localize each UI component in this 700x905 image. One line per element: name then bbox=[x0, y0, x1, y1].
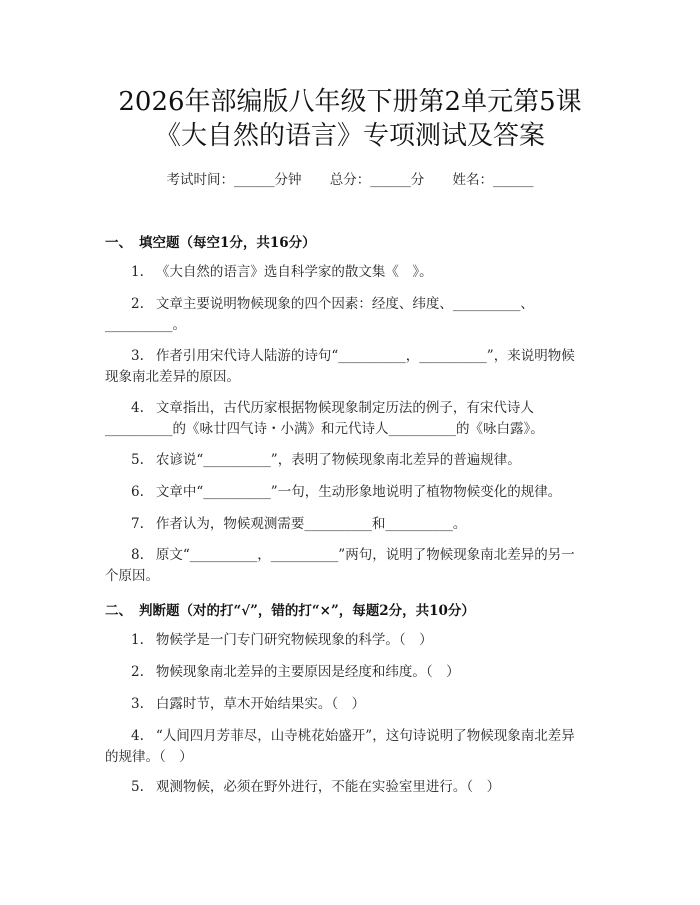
exam-info bbox=[0, 168, 700, 188]
section-heading-true-false bbox=[105, 599, 475, 619]
question-item: 1. 物候学是一门专门研究物候现象的科学。（ ） bbox=[131, 632, 433, 648]
question-item: 2. 物候现象南北差异的主要原因是经度和纬度。（ ） bbox=[131, 664, 460, 680]
document-title-line2: 《大自然的语言》专项测试及答案 bbox=[154, 121, 545, 151]
section-number: 二、 bbox=[105, 603, 132, 619]
section-number: 一、 bbox=[105, 235, 132, 251]
document-title-line1: 2026年部编版八年级下册第2单元第5课 bbox=[118, 87, 582, 117]
question-item: 1. 《大自然的语言》选自科学家的散文集《 》。 bbox=[131, 264, 433, 280]
exam-name: 姓名：______ bbox=[452, 172, 534, 188]
question-item: 2. 文章主要说明物候现象的四个因素：经度、纬度、__________、__________。 bbox=[105, 296, 534, 333]
question-item: 5. 观测物候，必须在野外进行，不能在实验室里进行。（ ） bbox=[131, 779, 501, 795]
question-item: 6. 文章中“__________”一句，生动形象地说明了植物物候变化的规律。 bbox=[131, 484, 562, 500]
section-heading-fill-in bbox=[105, 231, 316, 251]
section-title: 判断题（对的打“√”，错的打“×”，每题2分，共10分） bbox=[139, 603, 475, 619]
question-item: 3. 白露时节，草木开始结果实。（ ） bbox=[131, 696, 366, 712]
question-item: 3. 作者引用宋代诗人陆游的诗句“__________，__________”，来说明物候现象南北差异的原因。 bbox=[105, 348, 575, 385]
question-item: 5. 农谚说“__________”，表明了物候现象南北差异的普遍规律。 bbox=[131, 452, 521, 468]
exam-time: 考试时间：______分钟 bbox=[166, 172, 302, 188]
question-item: 7. 作者认为，物候观测需要__________和__________。 bbox=[131, 516, 467, 532]
exam-score: 总分：______分 bbox=[329, 172, 425, 188]
question-item: 4. “人间四月芳菲尽，山寺桃花始盛开”，这句诗说明了物候现象南北差异的规律。（ ） bbox=[105, 728, 575, 765]
question-item: 8. 原文“__________，__________”两句，说明了物候现象南北差异的另一个原因。 bbox=[105, 547, 575, 584]
section-title: 填空题（每空1分，共16分） bbox=[139, 235, 316, 251]
question-item: 4. 文章指出，古代历家根据物候现象制定历法的例子，有宋代诗人__________的《咏廿四气诗・小满》和元代诗人__________的《咏白露》。 bbox=[105, 400, 544, 437]
